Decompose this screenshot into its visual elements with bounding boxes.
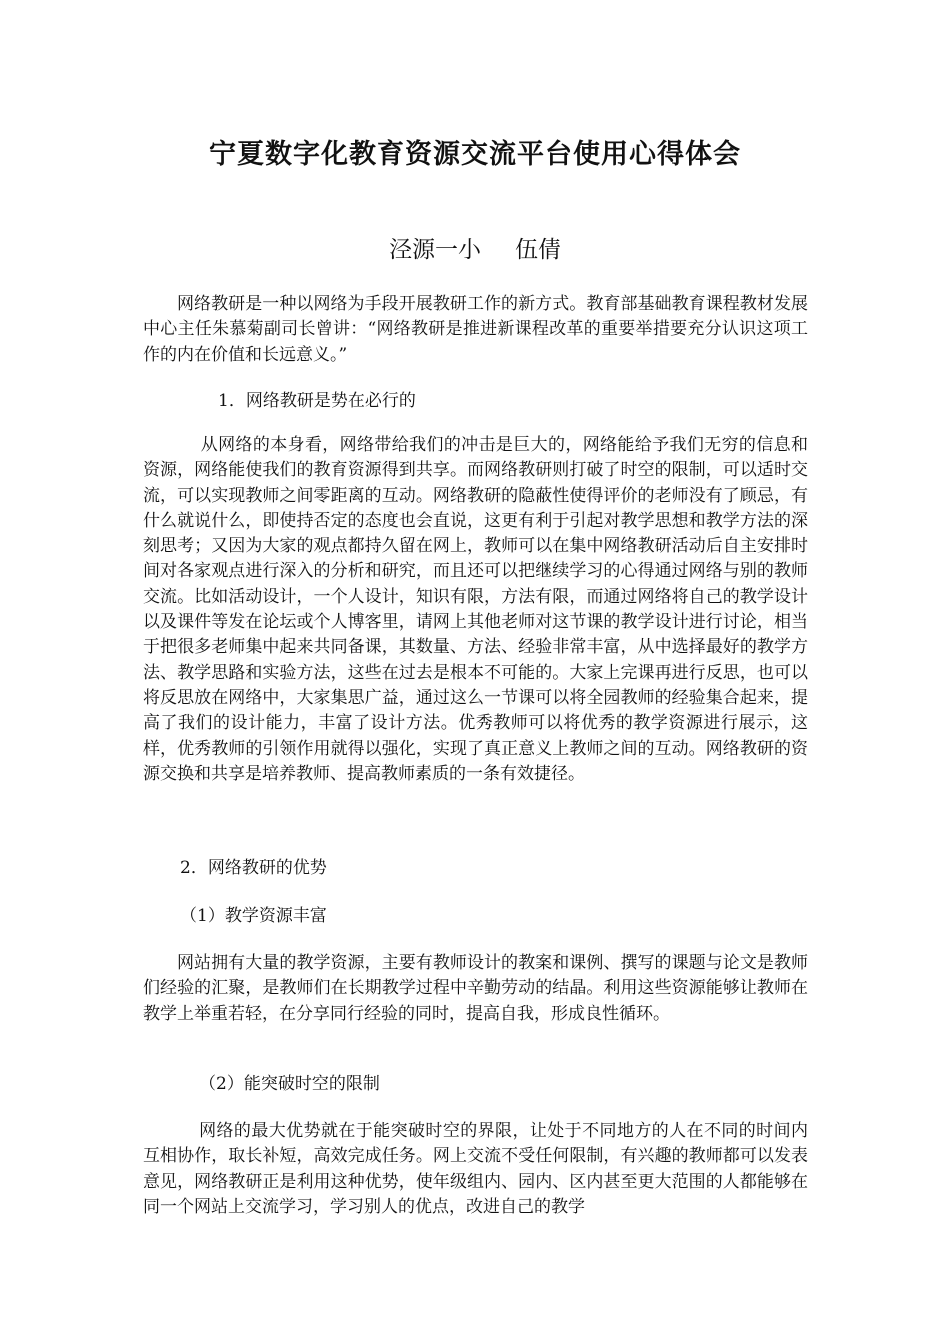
author-line	[0, 231, 950, 264]
document-title: 宁夏数字化教育资源交流平台使用心得体会	[209, 139, 741, 170]
section2-sub2-heading: （2）能突破时空的限制	[199, 1074, 380, 1094]
intro-paragraph: 网络教研是一种以网络为手段开展教研工作的新方式。教育部基础教育课程教材发展中心主任朱慕菊副司长曾讲：“网络教研是推进新课程改革的重要举措要充分认识这项工作的内在价值和长远意义。”	[143, 294, 808, 365]
section1-body: 从网络的本身看，网络带给我们的冲击是巨大的，网络能给予我们无穷的信息和资源，网络能使我们的教育资源得到共享。而网络教研则打破了时空的限制，可以适时交流，可以实现教师之间零距离的互动。网络教研的隐蔽性使得评价的老师没有了顾忌，有什么就说什么，即使持否定的态度也会直说，这更有利于引起对教学思想和教学方法的深刻思考；又因为大家的观点都持久留在网上，教师可以在集中网络教研活动后自主安排时间对各家观点进行深入的分析和研究，而且还可以把继续学习的心得通过网络与别的教师交流。比如活动设计，一个人设计，知识有限，方法有限，而通过网络将自己的教学设计以及课件等发在论坛或个人博客里，请网上其他老师对这节课的教学设计进行讨论，相当于把很多老师集中起来共同备课，其数量、方法、经验非常丰富，从中选择最好的教学方法、教学思路和实验方法，这些在过去是根本不可能的。大家上完课再进行反思，也可以将反思放在网络中，大家集思广益，通过这么一节课可以将全园教师的经验集合起来，提高了我们的设计能力，丰富了设计方法。优秀教师可以将优秀的教学资源进行展示，这样，优秀教师的引领作用就得以强化，实现了真正意义上教师之间的互动。网络教研的资源交换和共享是培养教师、提高教师素质的一条有效捷径。	[143, 435, 808, 784]
section2-heading: 2．网络教研的优势	[180, 858, 327, 878]
author-name: 伍倩	[515, 237, 561, 263]
section2-sub1-body: 网站拥有大量的教学资源，主要有教师设计的教案和课例、撰写的课题与论文是教师们经验的汇聚，是教师们在长期教学过程中辛勤劳动的结晶。利用这些资源能够让教师在教学上举重若轻，在分享同行经验的同时，提高自我，形成良性循环。	[143, 953, 808, 1024]
author-school: 泾源一小	[389, 237, 481, 263]
section2-sub1-heading: （1）教学资源丰富	[180, 906, 327, 926]
section1-heading: 1．网络教研是势在必行的	[218, 391, 416, 411]
section2-sub2-body: 网络的最大优势就在于能突破时空的界限，让处于不同地方的人在不同的时间内互相协作，取长补短，高效完成任务。网上交流不受任何限制，有兴趣的教师都可以发表意见，网络教研正是利用这种优势，使年级组内、园内、区内甚至更大范围的人都能够在同一个网站上交流学习，学习别人的优点，改进自己的教学	[143, 1121, 808, 1217]
